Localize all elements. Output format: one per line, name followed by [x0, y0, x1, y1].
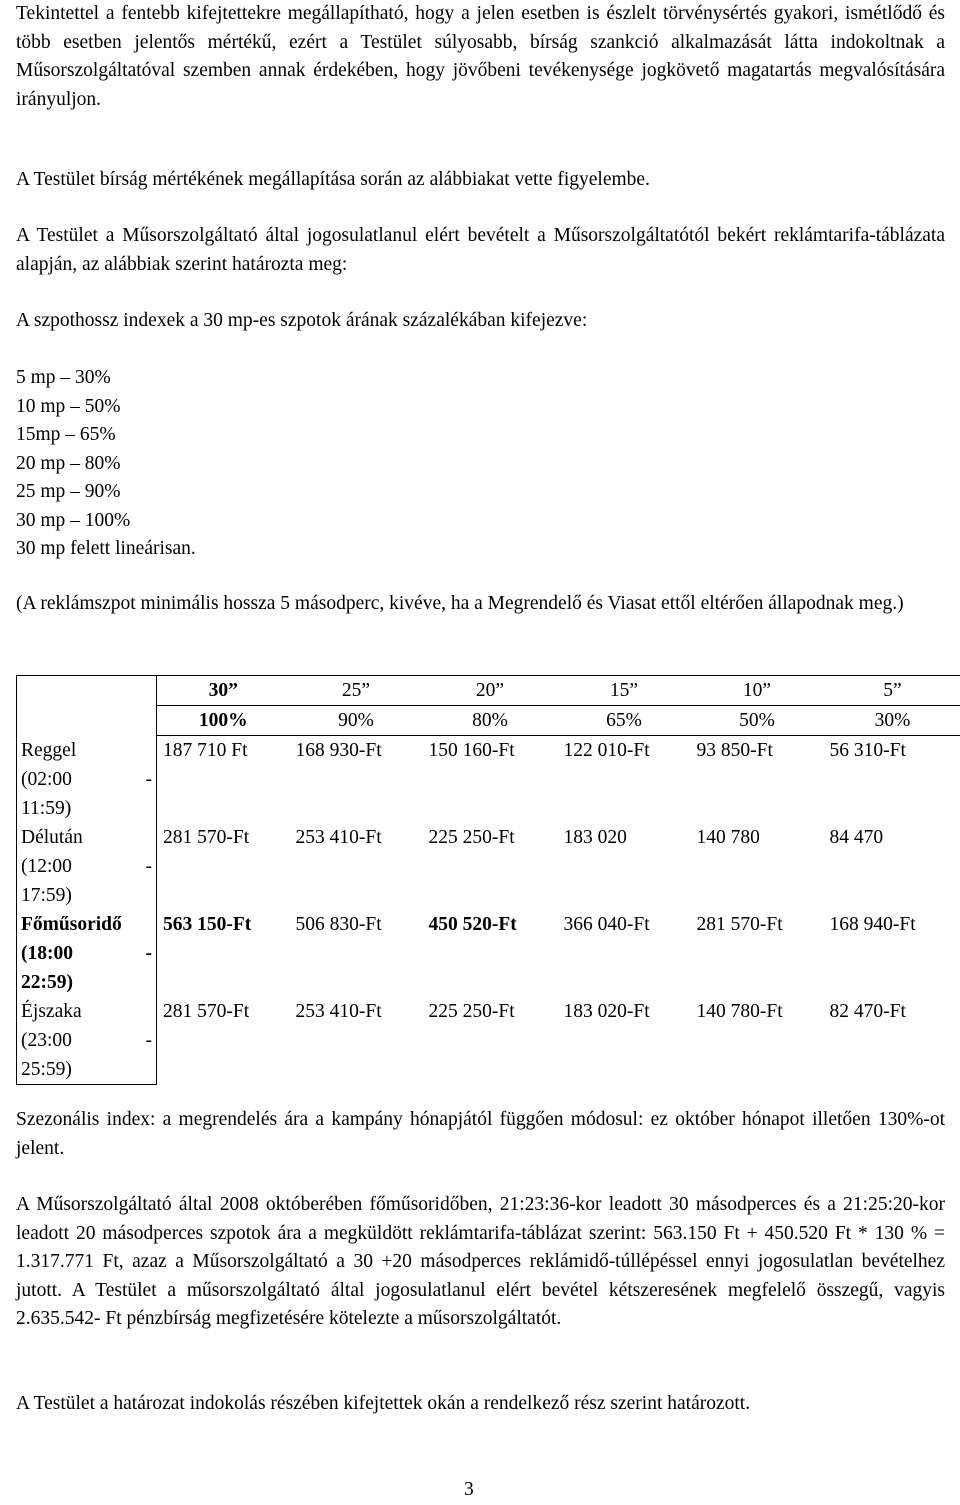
table-cell: 93 850-Ft — [691, 736, 824, 823]
table-header-cell: 30” — [157, 676, 290, 706]
table-cell: 506 830-Ft — [290, 910, 423, 997]
table-row — [17, 910, 960, 997]
list-item: 30 mp felett lineárisan. — [16, 535, 196, 564]
paragraph-minimum-length-note: (A reklámszpot minimális hossza 5 másodperc, kivéve, ha a Megrendelő és Viasat ettől eltérően állapodnak meg.) — [16, 590, 945, 619]
table-header-cell: 15” — [558, 676, 691, 706]
table-row — [17, 736, 960, 823]
table-header-cell: 80% — [423, 706, 558, 736]
table-cell: 140 780-Ft — [691, 997, 824, 1085]
paragraph-conclusion: A Testület a határozat indokolás részében kifejtettek okán a rendelkező rész szerint határozott. — [16, 1390, 750, 1419]
paragraph-revenue-method: A Testület a Műsorszolgáltató által jogosulatlanul elért bevételt a Műsorszolgáltatótól bekért reklámtarifa-táblázata alapján, az alábbiak szerint határozta meg: — [16, 222, 945, 279]
paragraph-index-intro: A szpothossz indexek a 30 mp-es szpotok árának százalékában kifejezve: — [16, 307, 587, 336]
table-header-cell: 90% — [290, 706, 423, 736]
table-cell: 168 940-Ft — [824, 910, 960, 997]
table-cell: 140 780 — [691, 823, 824, 910]
list-item: 10 mp – 50% — [16, 393, 196, 422]
table-cell: 225 250-Ft — [423, 823, 558, 910]
time-slot-label: Reggel (02:00 - 11:59) — [17, 736, 157, 823]
list-item: 30 mp – 100% — [16, 507, 196, 536]
paragraph-seasonal-index: Szezonális index: a megrendelés ára a kampány hónapjától függően módosul: ez október hónapot illetően 130%-ot jelent. — [16, 1106, 945, 1163]
table-header-cell: 20” — [423, 676, 558, 706]
table-cell: 82 470-Ft — [824, 997, 960, 1085]
time-slot-label: Délután (12:00 - 17:59) — [17, 823, 157, 910]
table-cell: 450 520-Ft — [423, 910, 558, 997]
table-header-cell: 100% — [157, 706, 290, 736]
paragraph-intro: Tekintettel a fentebb kifejtettekre megállapítható, hogy a jelen esetben is észlelt törvénysértés gyakori, ismétlődő és több esetben jelentős mértékű, ezért a Testület súlyosabb, bírság szankció alkalmazását látta indokoltnak a Műsorszolgáltatóval szemben annak érdekében, hogy jövőbeni tevékenysége jogkövető magatartás megvalósítására irányuljon. — [16, 0, 945, 114]
table-cell: 366 040-Ft — [558, 910, 691, 997]
time-slot-label: Éjszaka (23:00 - 25:59) — [17, 997, 157, 1085]
table-cell: 281 570-Ft — [157, 823, 290, 910]
table-cell: 84 470 — [824, 823, 960, 910]
paragraph-calculation: A Műsorszolgáltató által 2008 októberében főműsoridőben, 21:23:36-kor leadott 30 másodperces és a 21:25:20-kor leadott 20 másodperces szpotok ára a megküldött reklámtarifa-táblázat szerint: 563.150 Ft + 450.520 Ft * 130 % = 1.317.771 Ft, azaz a Műsorszolgáltató a 30 +20 másodperces reklámidő-túllépéssel ennyi jogosulatlan bevételhez jutott. A Testület a műsorszolgáltató által jogosulatlanul elért bevétel kétszeresének megfelelő összegű, vagyis 2.635.542- Ft pénzbírság megfizetésére kötelezte a műsorszolgáltatót. — [16, 1191, 945, 1334]
table-cell: 122 010-Ft — [558, 736, 691, 823]
list-item: 25 mp – 90% — [16, 478, 196, 507]
table-cell: 281 570-Ft — [157, 997, 290, 1085]
time-slot-label: Főműsoridő (18:00 - 22:59) — [17, 910, 157, 997]
table-header-cell: 25” — [290, 676, 423, 706]
table-cell: 563 150-Ft — [157, 910, 290, 997]
table-header-cell: 30% — [824, 706, 960, 736]
table-row — [17, 823, 960, 910]
table-cell: 225 250-Ft — [423, 997, 558, 1085]
table-row — [17, 997, 960, 1085]
page-number: 3 — [464, 1476, 474, 1505]
table-header-cell: 10” — [691, 676, 824, 706]
list-item: 5 mp – 30% — [16, 364, 196, 393]
table-cell: 183 020-Ft — [558, 997, 691, 1085]
table-cell: 150 160-Ft — [423, 736, 558, 823]
paragraph-considerations: A Testület bírság mértékének megállapítása során az alábbiakat vette figyelembe. — [16, 166, 650, 195]
spot-length-index-list — [16, 364, 196, 564]
table-cell: 253 410-Ft — [290, 823, 423, 910]
rate-table — [16, 675, 960, 1085]
table-cell: 253 410-Ft — [290, 997, 423, 1085]
table-header-percent-row — [17, 706, 960, 736]
table-cell: 56 310-Ft — [824, 736, 960, 823]
table-cell: 187 710 Ft — [157, 736, 290, 823]
table-header-length-row — [17, 676, 960, 706]
table-corner-cell — [17, 676, 157, 706]
table-cell: 281 570-Ft — [691, 910, 824, 997]
table-cell: 183 020 — [558, 823, 691, 910]
table-header-cell: 5” — [824, 676, 960, 706]
table-header-cell: 50% — [691, 706, 824, 736]
table-cell: 168 930-Ft — [290, 736, 423, 823]
list-item: 20 mp – 80% — [16, 450, 196, 479]
table-header-cell: 65% — [558, 706, 691, 736]
list-item: 15mp – 65% — [16, 421, 196, 450]
